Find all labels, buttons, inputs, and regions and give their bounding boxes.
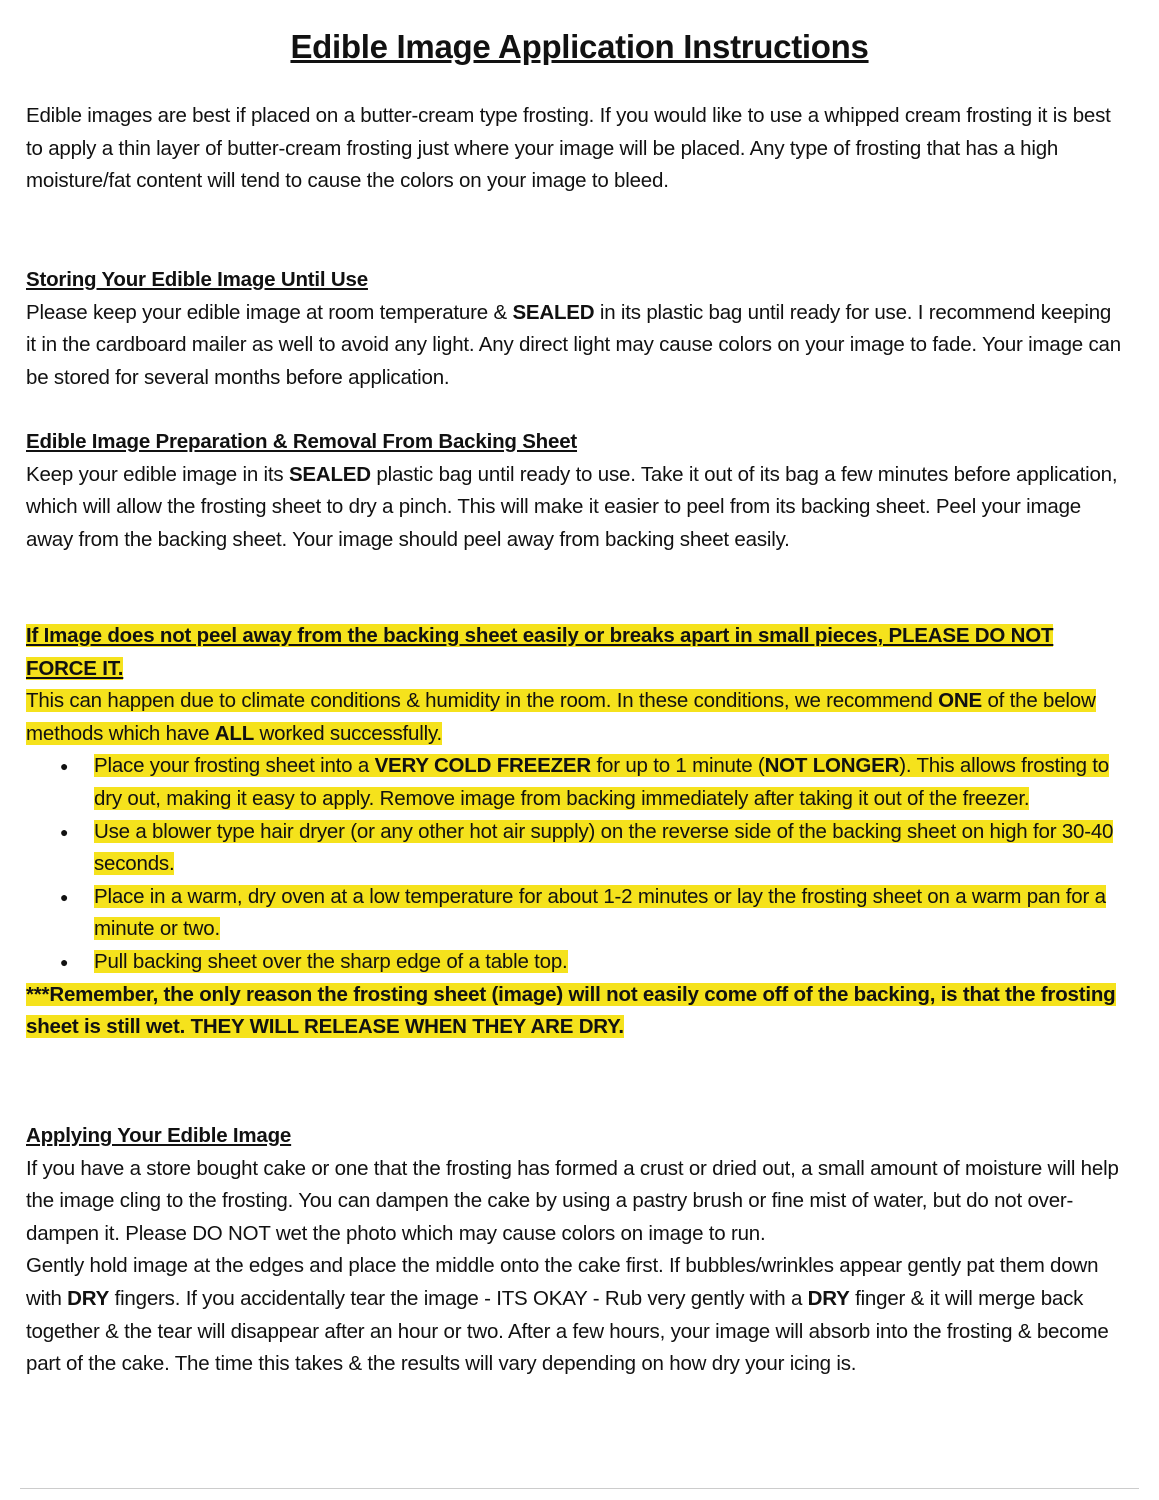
text-segment: Pull backing sheet over the sharp edge of a table top. <box>94 949 568 973</box>
intro-section <box>26 100 1126 198</box>
bold-text-segment <box>215 722 254 745</box>
intro-paragraph <box>26 100 1126 198</box>
bold-text-segment <box>765 754 900 777</box>
storing-heading: Storing Your Edible Image Until Use <box>26 268 368 291</box>
text-segment: DRY <box>807 1286 850 1310</box>
text-segment: Edible images are best if placed on a butter-cream type frosting. If you would like to use a whipped cream frosting it is best to apply a thin layer of butter-cream frosting just where your image will be placed. Any type of frosting that has a high moisture/fat content will tend to cause the colors on your image to bleed. <box>26 104 1111 193</box>
storing-section <box>26 264 1126 394</box>
bold-text-segment <box>289 463 371 486</box>
text-segment: NOT LONGER <box>764 754 900 778</box>
bold-text-segment <box>938 689 982 712</box>
text-segment: VERY COLD FREEZER <box>374 754 591 778</box>
bold-text-segment <box>375 754 591 777</box>
page-edge-divider <box>20 1488 1139 1489</box>
warning-paragraph <box>26 685 1126 750</box>
text-segment: in its plastic bag until ready for use. I recommend keeping it in the cardboard mailer as well to avoid any light. Any direct light may cause colors on your image to fade. Your image can be stored for several months before application. <box>26 300 1121 389</box>
text-segment: ONE <box>938 689 982 713</box>
warning-heading: If Image does not peel away from the backing sheet easily or breaks apart in small pieces, PLEASE DO NOT FORCE IT. <box>26 624 1054 680</box>
text-segment: Place your frosting sheet into a <box>94 754 375 778</box>
preparation-section <box>26 426 1126 556</box>
preparation-heading: Edible Image Preparation & Removal From Backing Sheet <box>26 430 578 453</box>
text-segment: ALL <box>214 721 255 745</box>
text-segment: If you have a store bought cake or one that the frosting has formed a crust or dried out, a small amount of moisture will help the image cling to the frosting. You can dampen the cake by using a pastry brush or fine mist of water, but do not over-dampen it. Please DO NOT wet the photo which may cause colors on image to run. <box>26 1156 1119 1245</box>
text-segment: finger & it will merge back together & the tear will disappear after an hour or two. After a few hours, your image will absorb into the frosting & become part of the cake. The time this takes & the results will vary depending on how dry your icing is. <box>26 1286 1109 1376</box>
methods-list <box>26 750 1126 978</box>
text-segment: of the below methods which have <box>26 689 1096 745</box>
text-segment: This can happen due to climate conditions & humidity in the room. In these conditions, we recommend <box>26 689 939 713</box>
method-item <box>94 816 1126 881</box>
text-segment: plastic bag until ready to use. Take it out of its bag a few minutes before application, which will allow the frosting sheet to dry a pinch. This will make it easier to peel from its backing sheet. Peel your image away from the backing sheet. Your image should peel away from backing sheet easily. <box>26 462 1118 551</box>
reminder-paragraph <box>26 979 1126 1044</box>
text-segment: Use a blower type hair dryer (or any other hot air supply) on the reverse side of the backing sheet on high for 30-40 seconds. <box>94 819 1114 876</box>
applying-paragraph <box>26 1153 1126 1251</box>
applying-heading: Applying Your Edible Image <box>26 1124 292 1147</box>
bold-text-segment <box>512 301 594 324</box>
text-segment: Gently hold image at the edges and place the middle onto the cake first. If bubbles/wrinkles appear gently pat them down with <box>26 1254 1099 1310</box>
preparation-paragraph <box>26 459 1126 557</box>
text-segment: DRY <box>67 1286 110 1310</box>
method-item <box>94 750 1126 815</box>
bold-text-segment <box>67 1287 109 1310</box>
text-segment: SEALED <box>288 462 371 486</box>
method-item <box>94 946 1126 979</box>
applying-paragraph <box>26 1250 1126 1380</box>
applying-section <box>26 1120 1126 1381</box>
text-segment: worked successfully. <box>254 721 442 745</box>
method-item <box>94 881 1126 946</box>
warning-section <box>26 620 1126 1044</box>
text-segment: Place in a warm, dry oven at a low temperature for about 1-2 minutes or lay the frosting sheet on a warm pan for a minute or two. <box>94 884 1106 941</box>
text-segment: SEALED <box>512 300 595 324</box>
text-segment: Please keep your edible image at room temperature & <box>26 300 513 324</box>
storing-paragraph <box>26 297 1126 395</box>
bold-text-segment <box>26 983 1116 1039</box>
text-segment: ***Remember, the only reason the frosting sheet (image) will not easily come off of the backing, is that the frosting sheet is still wet. THEY WILL RELEASE WHEN THEY ARE DRY. <box>26 982 1116 1039</box>
text-segment: for up to 1 minute ( <box>591 754 765 778</box>
document-title: Edible Image Application Instructions <box>290 28 869 65</box>
bold-text-segment <box>808 1287 850 1310</box>
text-segment: ). This allows frosting to dry out, making it easy to apply. Remove image from backing immediately after taking it out of the freezer. <box>94 754 1109 810</box>
text-segment: fingers. If you accidentally tear the image - ITS OKAY - Rub very gently with a <box>109 1286 808 1310</box>
text-segment: Keep your edible image in its <box>26 462 289 486</box>
